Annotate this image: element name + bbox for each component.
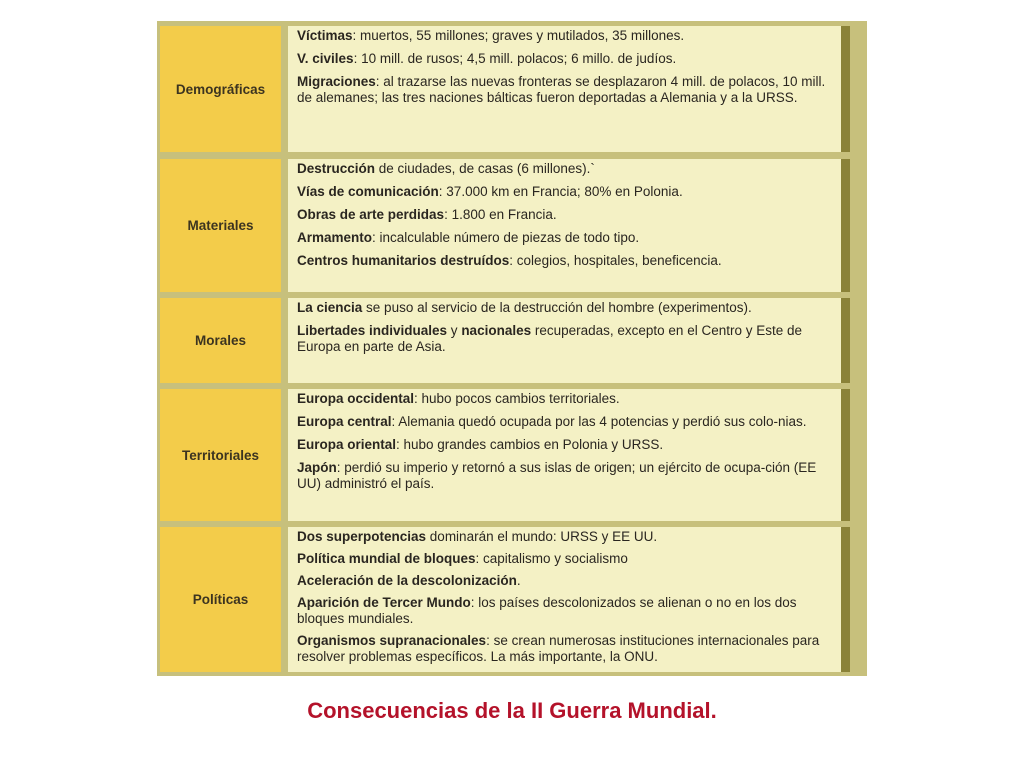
item-text: : 1.800 en Francia.	[444, 207, 557, 222]
list-item	[297, 573, 835, 589]
item-text: se puso al servicio de la destrucción del hombre (experimentos).	[362, 300, 752, 315]
item-text: : los países descolonizados se alienan o no en los dos bloques mundiales.	[297, 595, 797, 626]
list-item	[297, 460, 835, 492]
item-term: Aparición de Tercer Mundo	[297, 595, 471, 610]
item-text: : incalculable número de piezas de todo tipo.	[372, 230, 640, 245]
item-term: La ciencia	[297, 300, 363, 315]
item-text: : hubo grandes cambios en Polonia y URSS.	[396, 437, 664, 452]
item-term: Armamento	[297, 230, 373, 245]
list-item	[297, 391, 835, 407]
item-term: Europa central	[297, 414, 392, 429]
list-item	[297, 74, 835, 106]
item-term: Europa occidental	[297, 391, 415, 406]
list-item	[297, 51, 835, 67]
row-shadow	[841, 26, 850, 152]
item-text: : perdió su imperio y retornó a sus islas de origen; un ejército de ocupa-ción (EE UU) administró el país.	[297, 460, 817, 491]
table-row-morales	[157, 298, 867, 383]
row-shadow	[841, 389, 850, 521]
list-item	[297, 161, 835, 177]
item-term: Dos superpotencias	[297, 529, 427, 544]
item-term: Vías de comunicación	[297, 184, 439, 199]
category-label: Políticas	[160, 527, 281, 672]
item-text: : muertos, 55 millones; graves y mutilados, 35 millones.	[352, 28, 685, 43]
table-row-politicas	[157, 527, 867, 672]
item-term: Japón	[297, 460, 337, 475]
table-row-demograficas	[157, 26, 867, 152]
row-content	[288, 26, 841, 152]
list-item	[297, 184, 835, 200]
list-item	[297, 323, 835, 355]
item-term: V. civiles	[297, 51, 354, 66]
list-item	[297, 633, 835, 665]
item-text: y	[447, 323, 462, 338]
item-text: : se crean numerosas instituciones internacionales para resolver problemas específicos. La más importante, la ONU.	[297, 633, 820, 664]
row-content	[288, 389, 841, 521]
item-term: Europa oriental	[297, 437, 397, 452]
row-content	[288, 298, 841, 383]
row-shadow	[841, 159, 850, 292]
list-item	[297, 529, 835, 545]
list-item	[297, 300, 835, 316]
item-text: : Alemania quedó ocupada por las 4 potencias y perdió sus colo-nias.	[391, 414, 807, 429]
list-item	[297, 253, 835, 269]
item-text: .	[516, 573, 521, 588]
item-term: Organismos supranacionales	[297, 633, 487, 648]
category-label: Materiales	[160, 159, 281, 292]
row-shadow	[841, 298, 850, 383]
item-text: : 10 mill. de rusos; 4,5 mill. polacos; 6 millo. de judíos.	[353, 51, 677, 66]
item-term: Víctimas	[297, 28, 353, 43]
item-term: Aceleración de la descolonización	[297, 573, 517, 588]
list-item	[297, 437, 835, 453]
consequences-table	[157, 21, 867, 676]
table-row-materiales	[157, 159, 867, 292]
category-label: Demográficas	[160, 26, 281, 152]
item-term: Migraciones	[297, 74, 376, 89]
list-item	[297, 28, 835, 44]
item-text: : hubo pocos cambios territoriales.	[414, 391, 620, 406]
row-content	[288, 527, 841, 672]
table-row-territoriales	[157, 389, 867, 521]
item-text: : al trazarse las nuevas fronteras se desplazaron 4 mill. de polacos, 10 mill. de alemanes; las tres naciones bálticas fueron deportadas a Alemania y a la URSS.	[297, 74, 826, 105]
category-label: Territoriales	[160, 389, 281, 521]
item-term: Obras de arte perdidas	[297, 207, 445, 222]
item-text: : capitalismo y socialismo	[475, 551, 628, 566]
list-item	[297, 551, 835, 567]
list-item	[297, 414, 835, 430]
list-item	[297, 207, 835, 223]
item-term: Destrucción	[297, 161, 376, 176]
item-text: : colegios, hospitales, beneficencia.	[509, 253, 722, 268]
slide-caption: Consecuencias de la II Guerra Mundial.	[307, 698, 717, 723]
item-term-secondary: nacionales	[461, 323, 532, 338]
item-text-secondary: recuperadas, excepto en el Centro y Este de Europa en parte de Asia.	[297, 323, 803, 354]
item-text: dominarán el mundo: URSS y EE UU.	[426, 529, 658, 544]
item-term: Centros humanitarios destruídos	[297, 253, 510, 268]
item-term: Política mundial de bloques	[297, 551, 476, 566]
list-item	[297, 230, 835, 246]
category-label: Morales	[160, 298, 281, 383]
row-shadow	[841, 527, 850, 672]
item-term: Libertades individuales	[297, 323, 448, 338]
list-item	[297, 595, 835, 627]
row-content	[288, 159, 841, 292]
item-text: de ciudades, de casas (6 millones).`	[375, 161, 595, 176]
item-text: : 37.000 km en Francia; 80% en Polonia.	[438, 184, 683, 199]
